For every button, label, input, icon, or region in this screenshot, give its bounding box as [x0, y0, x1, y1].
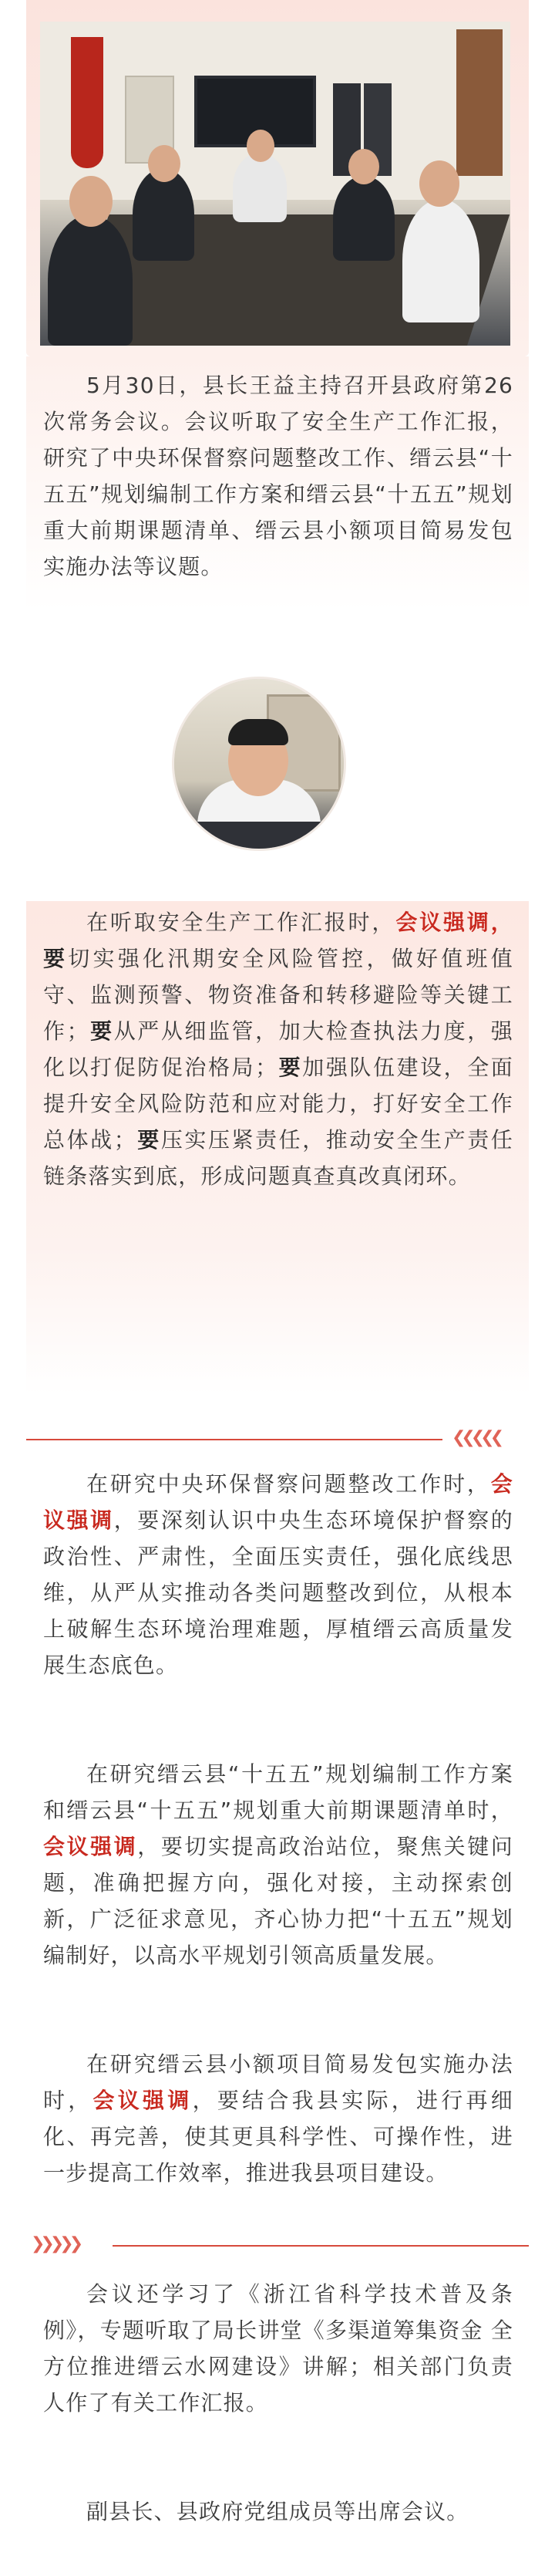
safety-key-2: 要: [89, 1018, 114, 1044]
safety-emphasis: 会议强调，: [395, 910, 513, 935]
plan-text-2: ，要切实提高政治站位，聚焦关键问题，准确把握方向，强化对接，主动探索创新，广泛征求意见，齐心协力把“十五五”规划编制好，以高水平规划引领高质量发展。: [43, 1834, 513, 1968]
safety-text-3: 从严从细监管，加大检查执法力度，强化以打促防促治格局；: [43, 1018, 514, 1080]
plan-paragraph: [43, 1756, 513, 1973]
safety-text-5: 压实压紧责任，推动安全生产责任链条落实到底，形成问题真查真改真闭环。: [43, 1127, 513, 1189]
project-text-2: ，要结合我县实际，进行再细化、再完善，使其更具科学性、可操作性，进一步提高工作效率，推进我县项目建设。: [43, 2088, 513, 2186]
env-emphasis: 会议强调: [43, 1471, 513, 1533]
env-text-2: ，要深刻认识中央生态环境保护督察的政治性、严肃性，全面压实责任，强化底线思维，从严从实推动各类问题整改到位，从根本上破解生态环境治理难题，厚植缙云高质量发展生态底色。: [43, 1507, 513, 1678]
plan-emphasis: 会议强调: [43, 1834, 138, 1859]
plan-text-1: 在研究缙云县“十五五”规划编制工作方案和缙云县“十五五”规划重大前期课题清单时，: [43, 1761, 513, 1823]
project-emphasis: 会议强调: [92, 2088, 193, 2113]
env-text-1: 在研究中央环保督察问题整改工作时，: [86, 1471, 491, 1497]
safety-text-2: 切实强化汛期安全风险管控，做好值班值守、监测预警、物资准备和转移避险等关键工作；: [43, 946, 514, 1044]
closing-paragraph-1: 会议还学习了《浙江省科学技术普及条例》，专题听取了局长讲堂《多渠道筹集资金 全方位推进缙云水网建设》讲解；相关部门负责人作了有关工作汇报。: [43, 2281, 513, 2416]
project-paragraph: [43, 2046, 513, 2191]
safety-key-3: 要: [278, 1055, 303, 1080]
safety-text-1: 在听取安全生产工作汇报时，: [86, 910, 396, 935]
safety-key-1: 要: [43, 946, 69, 971]
safety-paragraph: [43, 904, 513, 1194]
intro-paragraph: 5月30日，县长王益主持召开县政府第26次常务会议。会议听取了安全生产工作汇报，研究了中央环保督察问题整改工作、缙云县“十五五”规划编制工作方案和缙云县“十五五”规划重大前期课题清单、缙云县小额项目简易发包实施办法等议题。: [43, 373, 513, 579]
project-text-1: 在研究缙云县小额项目简易发包实施办法时，: [43, 2051, 513, 2113]
closing-paragraph-2: 副县长、县政府党组成员等出席会议。: [86, 2499, 469, 2524]
env-paragraph: [43, 1466, 513, 1683]
flag-shape: [71, 37, 103, 168]
safety-key-4: 要: [136, 1127, 161, 1153]
speaker-portrait: [174, 679, 344, 849]
chevrons-left-icon: ❯❯❯❯❯: [31, 2234, 79, 2254]
section-divider-1: [26, 1439, 442, 1440]
section-divider-2: [113, 2245, 529, 2247]
chevrons-right-icon: ❮❮❮❮❮: [452, 1428, 500, 1447]
meeting-photo: [40, 22, 510, 346]
safety-text-4: 加强队伍建设，全面提升安全风险防范和应对能力，打好安全工作总体战；: [43, 1055, 513, 1153]
